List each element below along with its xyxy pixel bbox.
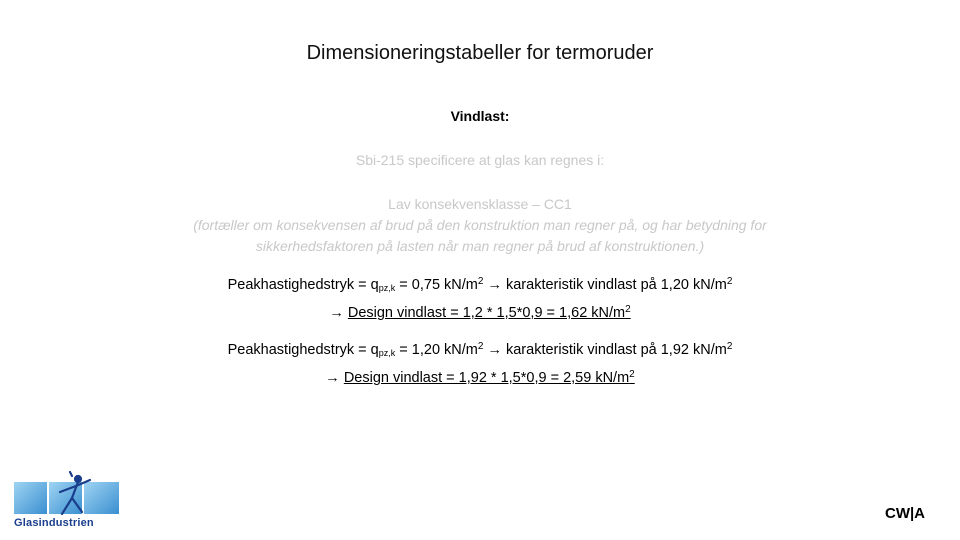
calc-prefix: Peakhastighedstryk = q [227, 277, 379, 293]
calc-superscript: 2 [726, 341, 733, 352]
logo-pane-right [84, 482, 119, 514]
logo-text: Glasindustrien [14, 517, 94, 529]
consequence-class: Lav konsekvensklasse – CC1 [388, 196, 572, 212]
footer-tag: CW|A [885, 505, 926, 522]
calc-subscript: pz,k [378, 348, 396, 358]
calc-result: karakteristik vindlast på 1,20 kN/m [501, 277, 727, 293]
page-title: Dimensioneringstabeller for termoruder [306, 42, 654, 64]
arrow-right-icon: → [329, 305, 344, 321]
calc-value: = 1,20 kN/m [395, 342, 478, 358]
calc-line-design [0, 364, 960, 389]
intro-text: Sbi-215 specificere at glas kan regnes i: [355, 152, 605, 168]
design-load-text [344, 370, 635, 386]
arrow-right-icon: → [487, 277, 502, 293]
calc-value: = 0,75 kN/m [395, 277, 478, 293]
calc-superscript: 2 [477, 276, 484, 287]
design-load-text [348, 305, 631, 321]
consequence-note-line-1: (fortæller om konsekvensen af brud på den konstruktion man regner på, og har betydning for [193, 217, 767, 233]
consequence-note [0, 215, 960, 257]
section-heading: Vindlast: [450, 108, 510, 124]
calc-result: karakteristik vindlast på 1,92 kN/m [501, 342, 727, 358]
logo-pane-left [14, 482, 47, 514]
calc-superscript: 2 [726, 276, 733, 287]
calc-subscript: pz,k [378, 283, 396, 293]
arrow-right-icon: → [487, 342, 502, 358]
design-load-value: Design vindlast = 1,2 * 1,5*0,9 = 1,62 kN/m [347, 305, 626, 321]
calculation-block-2 [0, 336, 960, 389]
design-load-value: Design vindlast = 1,92 * 1,5*0,9 = 2,59 kN/m [343, 370, 630, 386]
calc-superscript: 2 [629, 369, 635, 380]
calc-superscript: 2 [625, 304, 631, 315]
calculation-block-1 [0, 271, 960, 324]
calc-superscript: 2 [477, 341, 484, 352]
calc-line-design [0, 299, 960, 324]
calc-line-peak [0, 336, 960, 364]
calc-line-peak [0, 271, 960, 299]
calc-prefix: Peakhastighedstryk = q [227, 342, 379, 358]
logo-graphic [12, 470, 122, 518]
consequence-note-line-2: sikkerhedsfaktoren på lasten når man regner på brud af konstruktionen.) [255, 238, 705, 254]
arrow-right-icon: → [325, 370, 340, 386]
